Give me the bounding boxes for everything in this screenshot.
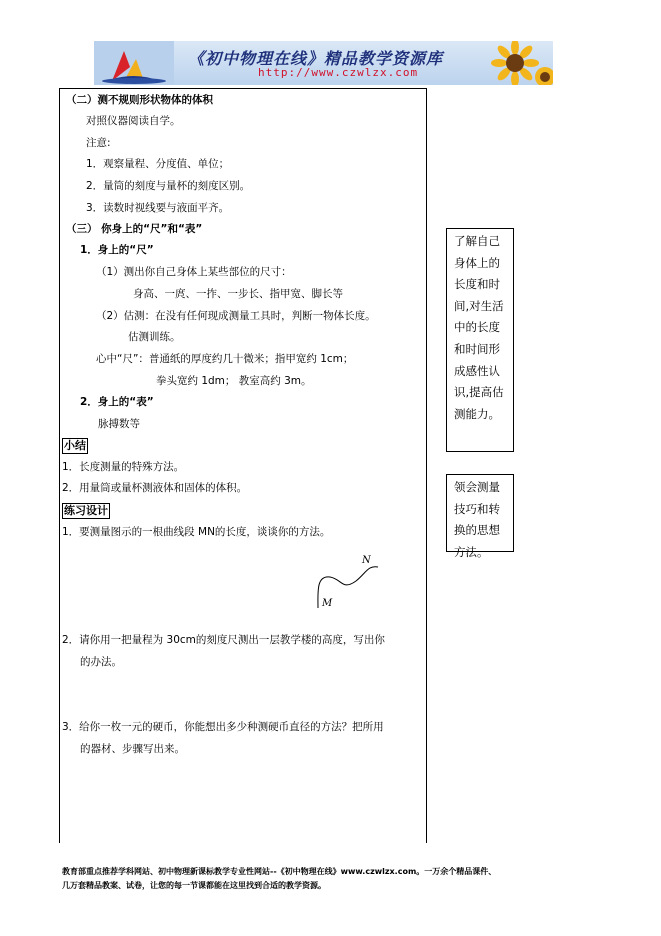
summary-item-2: 2．用量筒或量杯测液体和固体的体积。 <box>62 482 248 494</box>
section2-item-1: 1．观察量程、分度值、单位； <box>86 158 230 170</box>
section3-sub2: 2．身上的“表” <box>80 396 154 408</box>
curve-label-n: N <box>362 555 371 566</box>
exercise-q1: 1．要测量图示的一根曲线段 MN的长度，谈谈你的方法。 <box>62 526 331 538</box>
exercise-q3b: 的器材、步骤写出来。 <box>80 743 185 755</box>
section3-p2b: 估测训练。 <box>128 331 181 343</box>
section3-p3: 心中“尺”：普通纸的厚度约几十微米；指甲宽约 1cm； <box>96 353 354 365</box>
footer-line-1: 教育部重点推荐学科网站、初中物理新课标教学专业性网站--《初中物理在线》www.czwlzx.com。一万余个精品课件、 <box>62 867 497 876</box>
top-border <box>59 88 427 89</box>
section3-p2: （2）估测：在没有任何现成测量工具时，判断一物体长度。 <box>96 310 376 322</box>
section3-p4: 脉搏数等 <box>98 418 140 430</box>
section3-p3b: 拳头宽约 1dm； 教室高约 3m。 <box>156 375 312 387</box>
banner-url[interactable]: http://www.czwlzx.com <box>258 66 419 79</box>
curve-label-m: M <box>322 598 333 609</box>
section2-line2: 注意: <box>86 137 111 149</box>
header-banner <box>94 41 553 85</box>
summary-item-1: 1．长度测量的特殊方法。 <box>62 461 185 473</box>
exercise-heading: 练习设计 <box>64 504 108 517</box>
exercise-q2b: 的办法。 <box>80 656 122 668</box>
section3-p1: （1）测出你自己身体上某些部位的尺寸： <box>96 266 292 278</box>
section2-item-2: 2．量筒的刻度与量杯的刻度区别。 <box>86 180 251 192</box>
side-note-1: 了解自己身体上的长度和时间,对生活中的长度和时间形成感性认识,提高估测能力。 <box>446 228 514 452</box>
section3-heading: （三） 你身上的“尺”和“表” <box>66 223 203 235</box>
section3-sub1: 1．身上的“尺” <box>80 244 154 256</box>
footer-line-2: 几万套精品教案、试卷，让您的每一节课都能在这里找到合适的教学资源。 <box>62 881 326 890</box>
exercise-q3a: 3．给你一枚一元的硬币，你能想出多少种测硬币直径的方法？把所用 <box>62 721 384 733</box>
sunflower-icon <box>475 41 553 85</box>
page-footer <box>62 865 496 893</box>
summary-heading: 小结 <box>64 439 86 452</box>
section2-heading: （二）测不规则形状物体的体积 <box>66 94 213 106</box>
column-divider <box>426 88 427 843</box>
section3-p1b: 身高、一庹、一拃、一步长、指甲宽、脚长等 <box>133 288 343 300</box>
exercise-q2a: 2．请你用一把量程为 30cm的刻度尺测出一层教学楼的高度，写出你 <box>62 634 385 646</box>
section2-item-3: 3．读数时视线要与液面平齐。 <box>86 202 230 214</box>
curve-mn-diagram <box>308 553 388 613</box>
side-note-2: 领会测量技巧和转换的思想方法。 <box>446 474 514 552</box>
site-logo-icon <box>94 41 174 85</box>
left-border <box>59 88 60 843</box>
section2-line1: 对照仪器阅读自学。 <box>86 115 181 127</box>
banner-title: 《初中物理在线》精品教学资源库 <box>188 49 444 68</box>
